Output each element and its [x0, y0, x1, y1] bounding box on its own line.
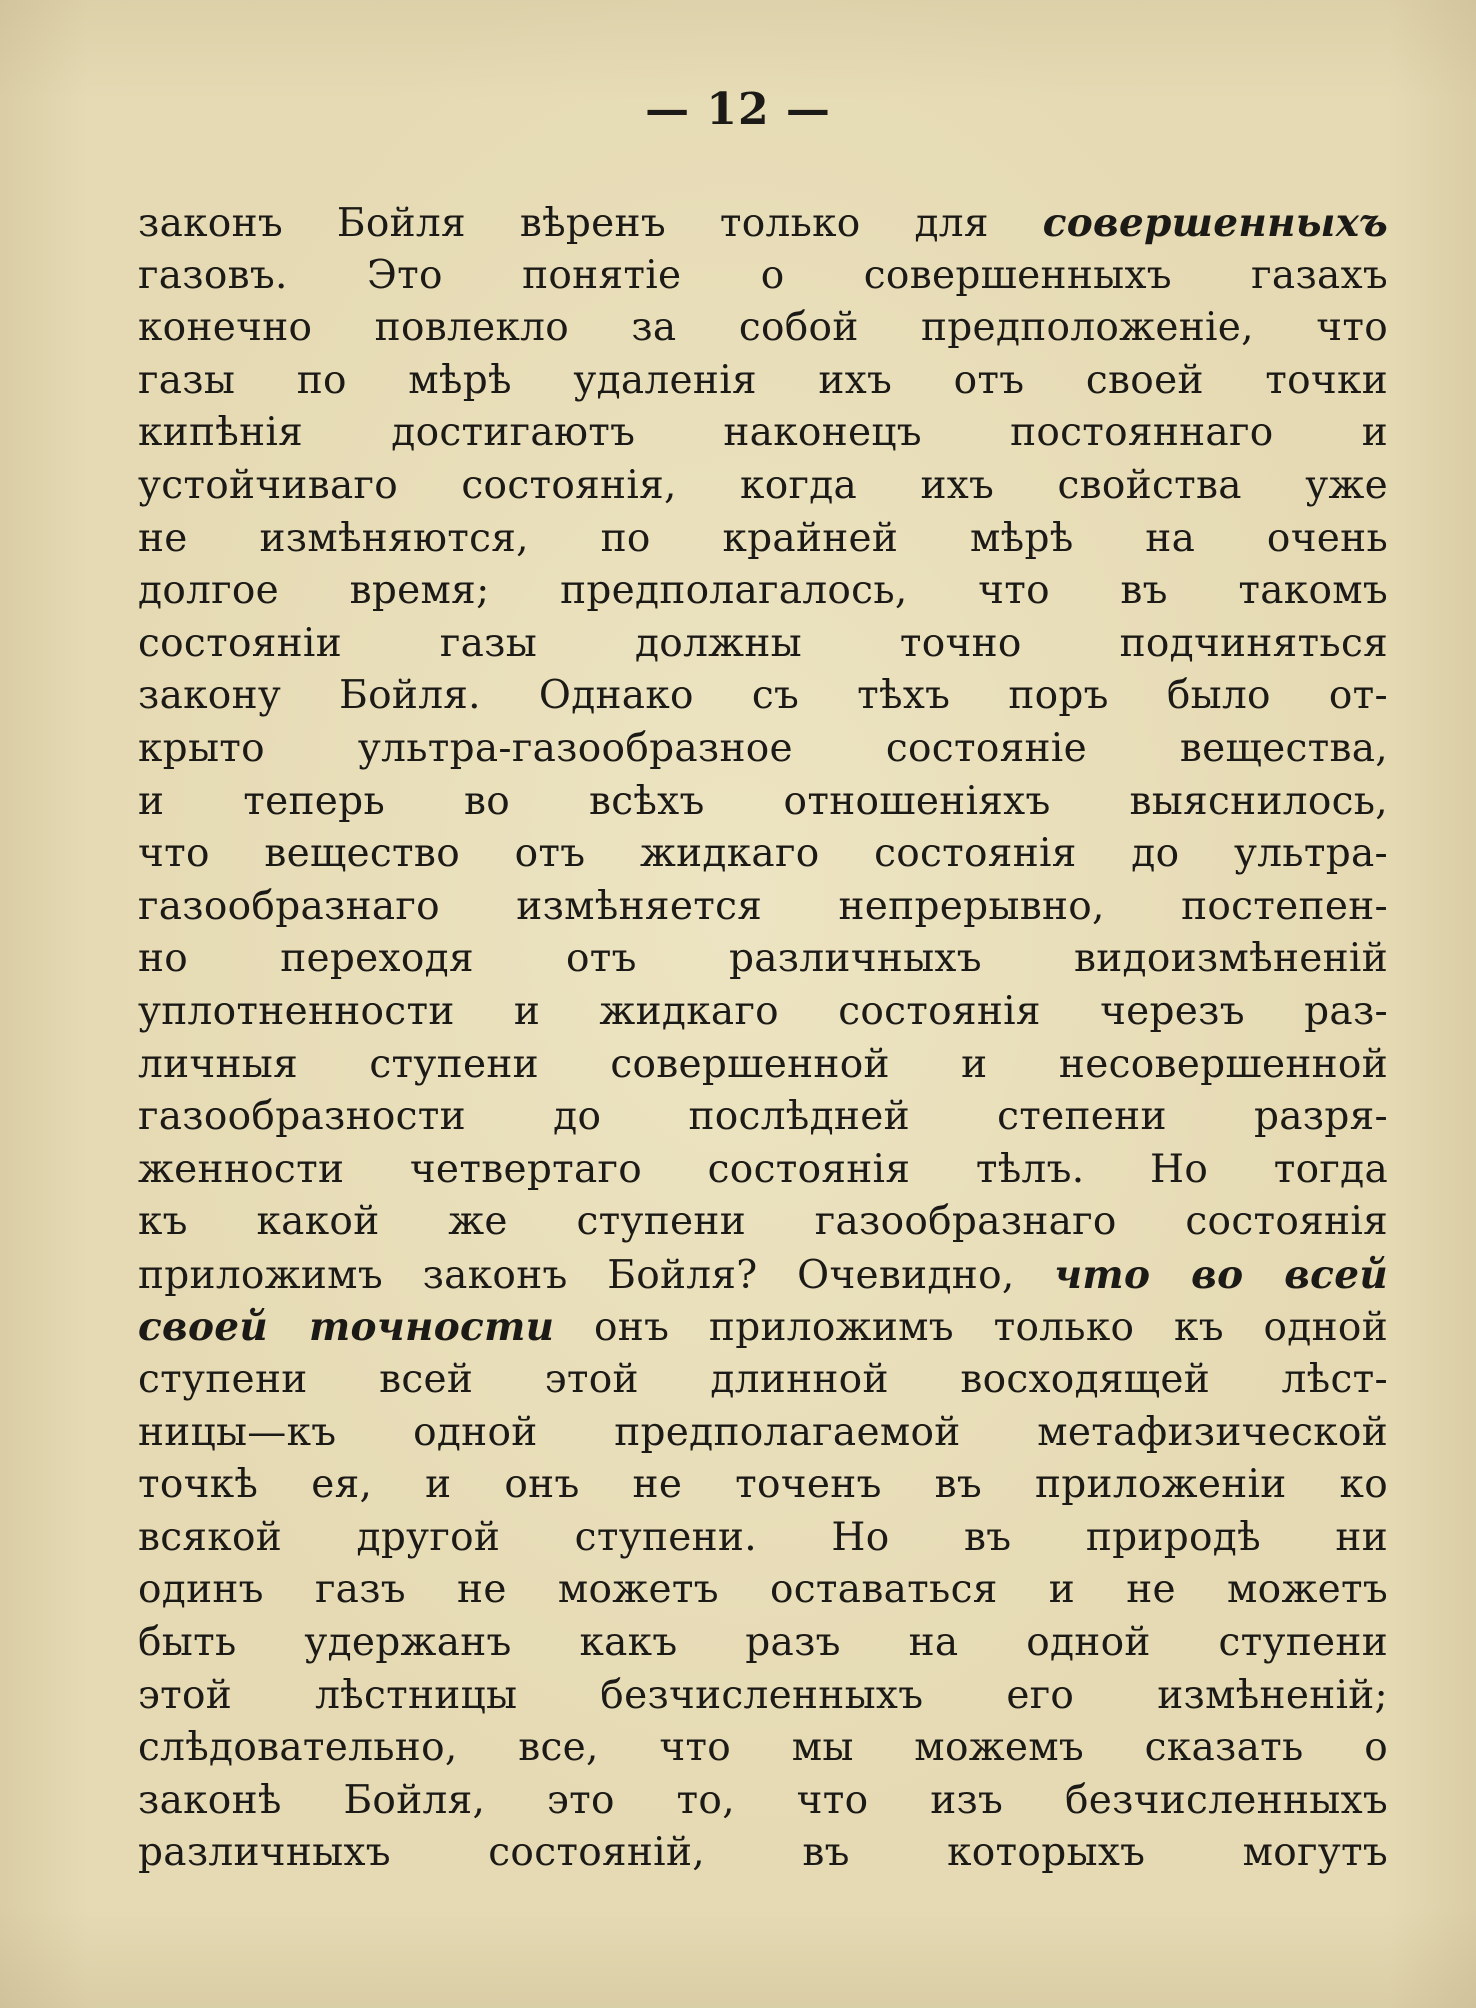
text-segment: что вещество отъ жидкаго состоянія до ультра-: [138, 831, 1388, 877]
text-segment: и теперь во всѣхъ отношеніяхъ выяснилось,: [138, 778, 1388, 824]
text-line: [138, 1196, 1388, 1249]
text-line: [138, 1775, 1388, 1828]
text-segment: онъ приложимъ только къ одной: [554, 1305, 1388, 1351]
text-segment: слѣдовательно, все, что мы можемъ сказать о: [138, 1725, 1388, 1771]
italic-emphasis: совершенныхъ: [1042, 200, 1388, 246]
text-line: [138, 513, 1388, 566]
text-segment: долгое время; предполагалось, что въ такомъ: [138, 568, 1388, 614]
text-segment: этой лѣстницы безчисленныхъ его измѣненій;: [138, 1672, 1388, 1718]
text-line: [138, 618, 1388, 671]
text-segment: женности четвертаго состоянія тѣлъ. Но тогда: [138, 1146, 1388, 1192]
text-line: [138, 986, 1388, 1039]
text-line: [138, 565, 1388, 618]
text-line: [138, 776, 1388, 829]
text-line: [138, 302, 1388, 355]
text-line: [138, 1407, 1388, 1460]
text-segment: быть удержанъ какъ разъ на одной ступени: [138, 1620, 1388, 1666]
text-segment: газовъ. Это понятіе о совершенныхъ газахъ: [138, 252, 1388, 298]
text-segment: не измѣняются, по крайней мѣрѣ на очень: [138, 515, 1388, 561]
text-line: [138, 1459, 1388, 1512]
text-segment: одинъ газъ не можетъ оставаться и не можетъ: [138, 1567, 1388, 1613]
italic-emphasis: своей точности: [138, 1304, 555, 1351]
text-line: [138, 723, 1388, 776]
text-segment: законѣ Бойля, это то, что изъ безчисленныхъ: [138, 1777, 1388, 1823]
text-segment: газы по мѣрѣ удаленія ихъ отъ своей точки: [138, 357, 1388, 403]
body-text: [138, 197, 1388, 1880]
text-segment: всякой другой ступени. Но въ природѣ ни: [138, 1514, 1388, 1560]
text-segment: крыто ультра-газообразное состояніе вещества,: [138, 725, 1388, 771]
text-line: [138, 1144, 1388, 1197]
text-line: [138, 1827, 1388, 1880]
text-line: [138, 1354, 1388, 1407]
page-number: — 12 —: [645, 84, 831, 135]
text-segment: кипѣнія достигаютъ наконецъ постояннаго и: [138, 410, 1388, 456]
text-line: [138, 1617, 1388, 1670]
text-line: [138, 1091, 1388, 1144]
text-segment: приложимъ законъ Бойля? Очевидно,: [138, 1252, 1055, 1298]
text-line: [138, 1564, 1388, 1617]
text-line: [138, 828, 1388, 881]
text-segment: ступени всей этой длинной восходящей лѣст-: [138, 1357, 1388, 1403]
text-line: [138, 933, 1388, 986]
text-line: [138, 1301, 1388, 1354]
text-segment: конечно повлекло за собой предположеніе, что: [138, 305, 1388, 351]
text-segment: точкѣ ея, и онъ не точенъ въ приложеніи ко: [138, 1462, 1388, 1508]
text-line: [138, 881, 1388, 934]
text-segment: уплотненности и жидкаго состоянія черезъ раз-: [138, 988, 1388, 1034]
text-line: [138, 1512, 1388, 1565]
text-segment: газообразнаго измѣняется непрерывно, постепен-: [138, 883, 1388, 929]
text-segment: газообразности до послѣдней степени разря-: [138, 1094, 1388, 1140]
text-line: [138, 1722, 1388, 1775]
text-line: [138, 670, 1388, 723]
text-segment: но переходя отъ различныхъ видоизмѣненій: [138, 936, 1388, 982]
text-line: [138, 1039, 1388, 1092]
text-segment: законъ Бойля вѣренъ только для: [138, 201, 1043, 246]
text-line: [138, 1249, 1388, 1302]
text-segment: ницы—къ одной предполагаемой метафизической: [138, 1409, 1388, 1455]
text-line: [138, 407, 1388, 460]
text-line: [138, 1670, 1388, 1723]
text-segment: состояніи газы должны точно подчиняться: [138, 620, 1388, 666]
text-line: [138, 460, 1388, 513]
italic-emphasis: что во всей: [1054, 1251, 1388, 1298]
text-segment: устойчиваго состоянія, когда ихъ свойства уже: [138, 462, 1388, 508]
text-segment: различныхъ состояній, въ которыхъ могутъ: [138, 1830, 1388, 1876]
text-line: [138, 355, 1388, 408]
text-segment: личныя ступени совершенной и несовершенной: [138, 1041, 1388, 1087]
text-segment: закону Бойля. Однако съ тѣхъ поръ было от-: [138, 673, 1388, 719]
text-line: [138, 197, 1388, 250]
text-line: [138, 250, 1388, 303]
text-segment: къ какой же ступени газообразнаго состоянія: [138, 1199, 1388, 1245]
